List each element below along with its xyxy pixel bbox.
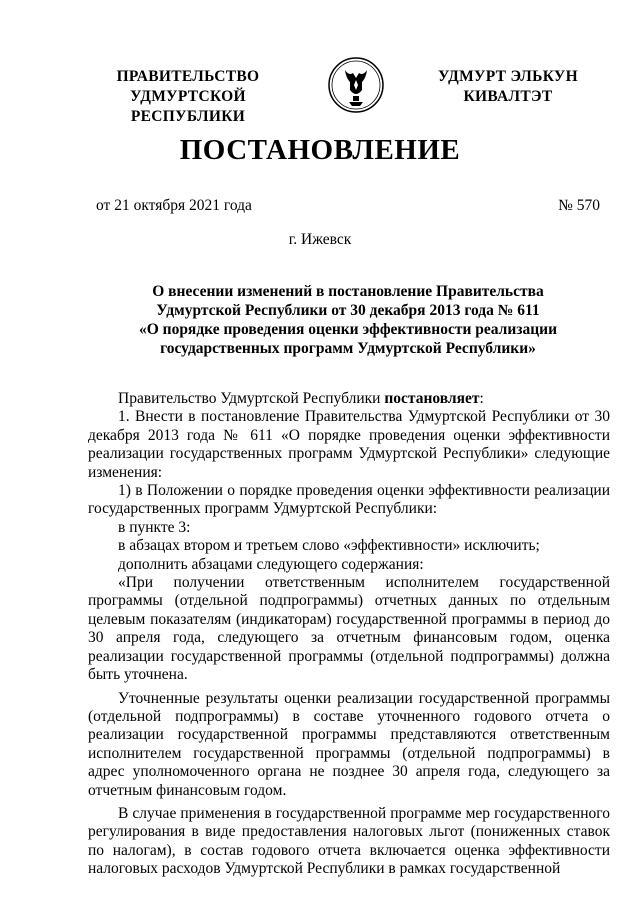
- intro-keyword: постановляет: [384, 390, 480, 407]
- issuer-udm: [416, 67, 600, 107]
- document-subject: [108, 282, 588, 358]
- issuer-ru: [72, 67, 304, 127]
- subject-line: «О порядке проведения оценки эффективности реализации: [138, 321, 558, 338]
- paragraph: «При получении ответственным исполнителем государственной программы (отдельной подпрограммы) отчетных данных по отдельным целевым показателям (индикаторам) государственной программы в период до 30 апреля года, следующего за отчетным финансовым годом, оценка реализации государственной программы (отдельной подпрограммы) должна быть уточнена.: [88, 574, 610, 684]
- issuer-ru-line1: ПРАВИТЕЛЬСТВО: [116, 68, 260, 85]
- issuer-udm-line1: УДМУРТ ЭЛЬКУН: [438, 68, 578, 85]
- paragraph: 1. Внести в постановление Правительства Удмуртской Республики от 30 декабря 2013 года № 611 «О порядке проведения оценки эффективности реализации государственных программ Удмуртской Республики» следующие изменения:: [88, 408, 610, 481]
- document-city: г. Ижевск: [288, 231, 352, 248]
- intro-paragraph: [88, 390, 610, 408]
- intro-colon: :: [479, 390, 484, 407]
- subject-line: Удмуртской Республики от 30 декабря 2013 года № 611: [156, 302, 540, 319]
- paragraph: В случае применения в государственной программе мер государственного регулирования в виде предоставления налоговых льгот (пониженных ставок по налогам), в состав годового отчета включается оценка эффективности налоговых расходов Удмуртской Республики в рамках государственной: [88, 804, 610, 878]
- paragraph: Уточненные результаты оценки реализации государственной программы (отдельной подпрограммы) в составе уточненного годового отчета о реализации государственной программы представляются ответственным исполнителем государственной программы (отдельной подпрограммы) в адрес уполномоченного органа не позднее 30 апреля года, следующего за отчетным финансовым годом.: [88, 689, 610, 799]
- subject-line: государственных программ Удмуртской Республики»: [160, 340, 536, 357]
- document-date: от 21 октября 2021 года: [96, 197, 252, 214]
- issuer-udm-line2: КИВАЛТЭТ: [463, 88, 553, 105]
- intro-text: Правительство Удмуртской Республики: [118, 390, 385, 407]
- document-type: ПОСТАНОВЛЕНИЕ: [179, 134, 461, 166]
- subject-line: О внесении изменений в постановление Правительства: [152, 283, 544, 300]
- document-number: № 570: [558, 197, 600, 214]
- coat-of-arms-icon: [327, 56, 385, 114]
- document-body: [88, 390, 610, 879]
- paragraph: дополнить абзацами следующего содержания:: [118, 555, 424, 573]
- issuer-ru-line2: УДМУРТСКОЙ РЕСПУБЛИКИ: [130, 88, 246, 125]
- paragraph: в пункте 3:: [118, 518, 191, 536]
- paragraph: в абзацах втором и третьем слово «эффективности» исключить;: [118, 537, 540, 555]
- paragraph: 1) в Положении о порядке проведения оценки эффективности реализации государственных программ Удмуртской Республики:: [88, 482, 610, 518]
